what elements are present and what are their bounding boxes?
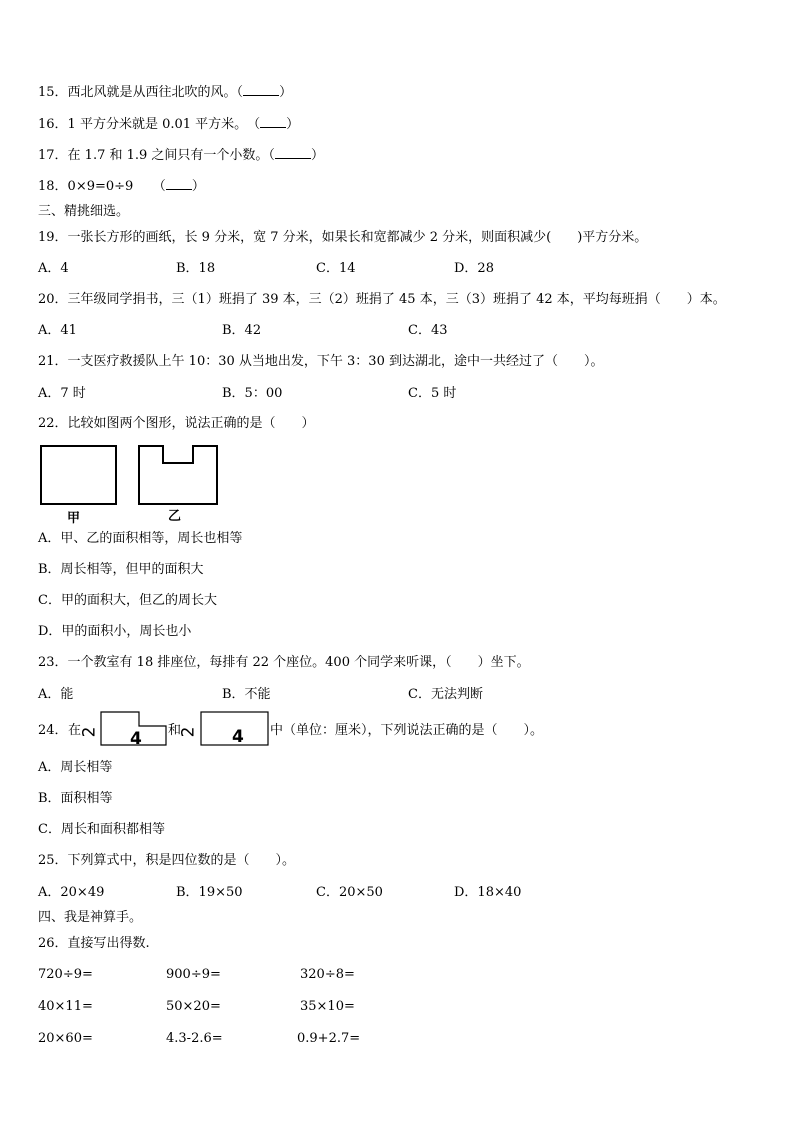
question-number: 21． bbox=[38, 354, 68, 369]
option-b[interactable]: B．42 bbox=[222, 323, 262, 338]
answer-blank[interactable] bbox=[275, 146, 311, 159]
option-b[interactable]: B．不能 bbox=[222, 687, 271, 702]
question-number: 18． bbox=[38, 179, 68, 194]
option-a[interactable]: A．能 bbox=[38, 687, 74, 702]
question-number: 17． bbox=[38, 148, 68, 163]
shape-label-yi: 乙 bbox=[168, 509, 182, 524]
fig2-width-label: 4 bbox=[232, 727, 244, 747]
question-text: 1 平方分米就是 0.01 平方米。 （ bbox=[67, 117, 261, 132]
question-16: 16．1 平方分米就是 0.01 平方米。 （ ） bbox=[38, 117, 300, 132]
question-19 bbox=[38, 230, 647, 246]
question-25 bbox=[38, 853, 295, 869]
question-21 bbox=[38, 354, 603, 370]
question-text: 一支医疗救援队上午 10：30 从当地出发，下午 3：30 到达湖北，途中一共经过了（ ）。 bbox=[67, 354, 604, 369]
option-c[interactable]: C．20×50 bbox=[316, 885, 383, 900]
answer-blank[interactable] bbox=[260, 115, 286, 128]
question-17: 17．在 1.7 和 1.9 之间只有一个小数。（ ） bbox=[38, 148, 324, 163]
section-heading: 四、我是神算手。 bbox=[38, 910, 143, 925]
shape-label-jia: 甲 bbox=[67, 511, 81, 526]
option-a[interactable]: A．甲、乙的面积相等，周长也相等 bbox=[38, 531, 243, 546]
question-text: 西北风就是从西往北吹的风。（ bbox=[67, 85, 244, 100]
calc-item[interactable]: 40×11= bbox=[38, 999, 93, 1014]
question-number: 25． bbox=[38, 853, 68, 868]
fig1-height-label: 2 bbox=[79, 726, 100, 738]
question-24-post: 中（单位：厘米），下列说法正确的是（ ）。 bbox=[270, 723, 544, 738]
option-c[interactable]: C．甲的面积大，但乙的周长大 bbox=[38, 593, 217, 608]
calc-item[interactable]: 320÷8= bbox=[300, 967, 355, 982]
section-heading: 三、精挑细选。 bbox=[38, 204, 130, 219]
option-a[interactable]: A．4 bbox=[38, 261, 69, 276]
option-a[interactable]: A．周长相等 bbox=[38, 760, 113, 775]
option-c[interactable]: C．43 bbox=[408, 323, 448, 338]
shape-jia bbox=[41, 446, 116, 504]
calc-item[interactable]: 0.9+2.7= bbox=[297, 1031, 361, 1046]
question-text: 直接写出得数. bbox=[67, 936, 150, 951]
question-24-number: 24． bbox=[38, 723, 68, 738]
question-text: 比较如图两个图形，说法正确的是（ ） bbox=[67, 416, 315, 431]
question-text: 在 1.7 和 1.9 之间只有一个小数。（ bbox=[67, 148, 275, 163]
option-a[interactable]: A．7 时 bbox=[38, 386, 86, 401]
shape-figures bbox=[38, 443, 238, 513]
option-d[interactable]: D．甲的面积小，周长也小 bbox=[38, 624, 192, 639]
option-b[interactable]: B．面积相等 bbox=[38, 791, 113, 806]
question-number: 22． bbox=[38, 416, 68, 431]
option-a[interactable]: A．20×49 bbox=[38, 885, 105, 900]
calc-item[interactable]: 35×10= bbox=[300, 999, 355, 1014]
question-24-pre: 在 bbox=[68, 723, 82, 738]
question-text: 一张长方形的画纸，长 9 分米，宽 7 分米，如果长和宽都减少 2 分米，则面积减少( )平方分米。 bbox=[67, 230, 648, 245]
question-22 bbox=[38, 416, 315, 432]
option-c[interactable]: C．周长和面积都相等 bbox=[38, 822, 165, 837]
fig2-height-label: 2 bbox=[178, 726, 199, 738]
question-text: 三年级同学捐书，三（1）班捐了 39 本，三（2）班捐了 45 本，三（3）班捐了 42 本，平均每班捐（ ）本。 bbox=[67, 292, 726, 307]
option-b[interactable]: B．18 bbox=[176, 261, 216, 276]
option-b[interactable]: B．19×50 bbox=[176, 885, 243, 900]
option-c[interactable]: C．14 bbox=[316, 261, 356, 276]
question-number: 19． bbox=[38, 230, 68, 245]
calc-item[interactable]: 4.3-2.6= bbox=[166, 1031, 223, 1046]
question-20 bbox=[38, 292, 726, 308]
calc-item[interactable]: 720÷9= bbox=[38, 967, 93, 982]
question-number: 23． bbox=[38, 655, 68, 670]
answer-blank[interactable] bbox=[166, 177, 192, 190]
question-number: 20． bbox=[38, 292, 68, 307]
question-26 bbox=[38, 936, 150, 952]
question-number: 26． bbox=[38, 936, 68, 951]
option-c[interactable]: C．5 时 bbox=[408, 386, 457, 401]
calc-item[interactable]: 50×20= bbox=[166, 999, 221, 1014]
question-23 bbox=[38, 655, 530, 671]
option-c[interactable]: C．无法判断 bbox=[408, 687, 483, 702]
question-18: 18．0×9=0÷9 （ ） bbox=[38, 179, 205, 194]
question-15: 15．西北风就是从西往北吹的风。（ ） bbox=[38, 85, 293, 100]
question-text: 一个教室有 18 排座位，每排有 22 个座位。400 个同学来听课，（ ）坐下。 bbox=[67, 655, 530, 670]
option-a[interactable]: A．41 bbox=[38, 323, 77, 338]
question-24-mid: 和 bbox=[168, 723, 182, 738]
shape-yi bbox=[139, 446, 217, 504]
fig1-width-label: 4 bbox=[130, 729, 142, 749]
question-number: 16． bbox=[38, 117, 68, 132]
option-b[interactable]: B．周长相等，但甲的面积大 bbox=[38, 562, 204, 577]
question-number: 15． bbox=[38, 85, 68, 100]
calc-item[interactable]: 20×60= bbox=[38, 1031, 93, 1046]
answer-blank[interactable] bbox=[243, 83, 279, 96]
calc-item[interactable]: 900÷9= bbox=[166, 967, 221, 982]
option-d[interactable]: D．28 bbox=[454, 261, 494, 276]
question-text: 0×9=0÷9 （ bbox=[67, 179, 166, 194]
question-text: 下列算式中，积是四位数的是（ ）。 bbox=[67, 853, 296, 868]
option-b[interactable]: B．5：00 bbox=[222, 386, 283, 401]
option-d[interactable]: D．18×40 bbox=[454, 885, 522, 900]
